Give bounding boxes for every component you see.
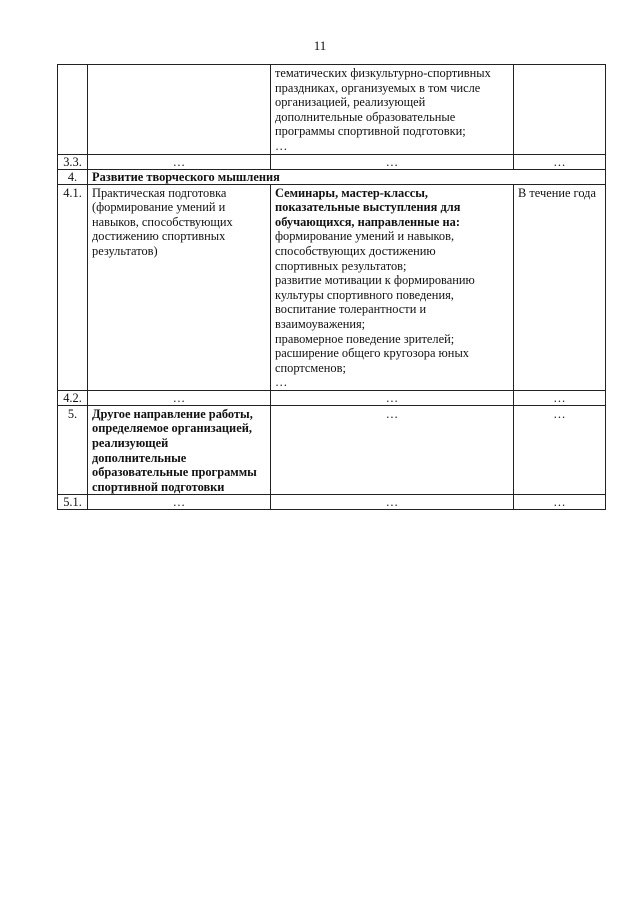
events-line: … xyxy=(275,138,288,153)
row-number-cell: 5.1. xyxy=(58,495,88,510)
direction-line: образовательные программы xyxy=(92,465,257,480)
direction-line: реализующей xyxy=(92,436,169,451)
row-number-cell xyxy=(58,65,88,155)
period-cell: … xyxy=(514,390,606,405)
period-cell: В течение года xyxy=(514,184,606,390)
direction-line: навыков, способствующих xyxy=(92,214,233,229)
period-cell xyxy=(514,65,606,155)
direction-line: дополнительные xyxy=(92,450,187,465)
events-line: развитие мотивации к формированию xyxy=(275,273,475,288)
events-line: способствующих достижению xyxy=(275,243,436,258)
direction-cell xyxy=(88,184,271,390)
row-number-cell: 4. xyxy=(58,169,88,184)
events-line: культуры спортивного поведения, xyxy=(275,287,454,302)
row-number-cell: 3.3. xyxy=(58,154,88,169)
period-cell: … xyxy=(514,495,606,510)
direction-cell: … xyxy=(88,495,271,510)
events-heading-line: Семинары, мастер-классы, xyxy=(275,185,428,200)
table-row xyxy=(58,154,606,169)
direction-line: достижению спортивных xyxy=(92,229,226,244)
events-line: дополнительные образовательные xyxy=(275,109,456,124)
events-line: тематических физкультурно-спортивных xyxy=(275,66,491,80)
section-row xyxy=(58,169,606,184)
page-number: 11 xyxy=(313,38,327,53)
direction-line: (формирование умений и xyxy=(92,200,226,215)
events-line: программы спортивной подготовки; xyxy=(275,124,466,139)
table-row xyxy=(58,390,606,405)
events-cell: … xyxy=(271,154,514,169)
direction-cell: … xyxy=(88,154,271,169)
direction-line: определяемое организацией, xyxy=(92,421,252,436)
section-title: Развитие творческого мышления xyxy=(88,169,606,184)
direction-line: Другое направление работы, xyxy=(92,406,253,421)
events-heading-line: обучающихся, направленные на: xyxy=(275,214,460,229)
table-row xyxy=(58,65,606,155)
direction-cell xyxy=(88,65,271,155)
direction-cell xyxy=(88,405,271,495)
events-cell: … xyxy=(271,405,514,495)
events-line: спортивных результатов; xyxy=(275,258,407,273)
events-line: организацией, реализующей xyxy=(275,95,426,110)
period-cell: … xyxy=(514,405,606,495)
events-cell: … xyxy=(271,495,514,510)
events-table xyxy=(57,64,606,510)
period-cell: … xyxy=(514,154,606,169)
events-cell xyxy=(271,65,514,155)
events-cell: … xyxy=(271,390,514,405)
table-row xyxy=(58,405,606,495)
direction-line: результатов) xyxy=(92,243,158,258)
row-number-cell: 4.2. xyxy=(58,390,88,405)
events-cell xyxy=(271,184,514,390)
events-line: расширение общего кругозора юных xyxy=(275,346,469,361)
direction-line: спортивной подготовки xyxy=(92,479,225,494)
events-line: взаимоуважения; xyxy=(275,316,366,331)
events-line: праздниках, организуемых в том числе xyxy=(275,80,481,95)
events-line: правомерное поведение зрителей; xyxy=(275,331,455,346)
row-number-cell: 5. xyxy=(58,405,88,495)
events-heading-line: показательные выступления для xyxy=(275,200,461,215)
events-line: воспитание толерантности и xyxy=(275,302,427,317)
table-row xyxy=(58,495,606,510)
row-number-cell: 4.1. xyxy=(58,184,88,390)
direction-line: Практическая подготовка xyxy=(92,185,227,200)
events-line: формирование умений и навыков, xyxy=(275,229,455,244)
direction-cell: … xyxy=(88,390,271,405)
events-line: … xyxy=(275,375,288,390)
table-row xyxy=(58,184,606,390)
events-line: спортсменов; xyxy=(275,360,346,375)
